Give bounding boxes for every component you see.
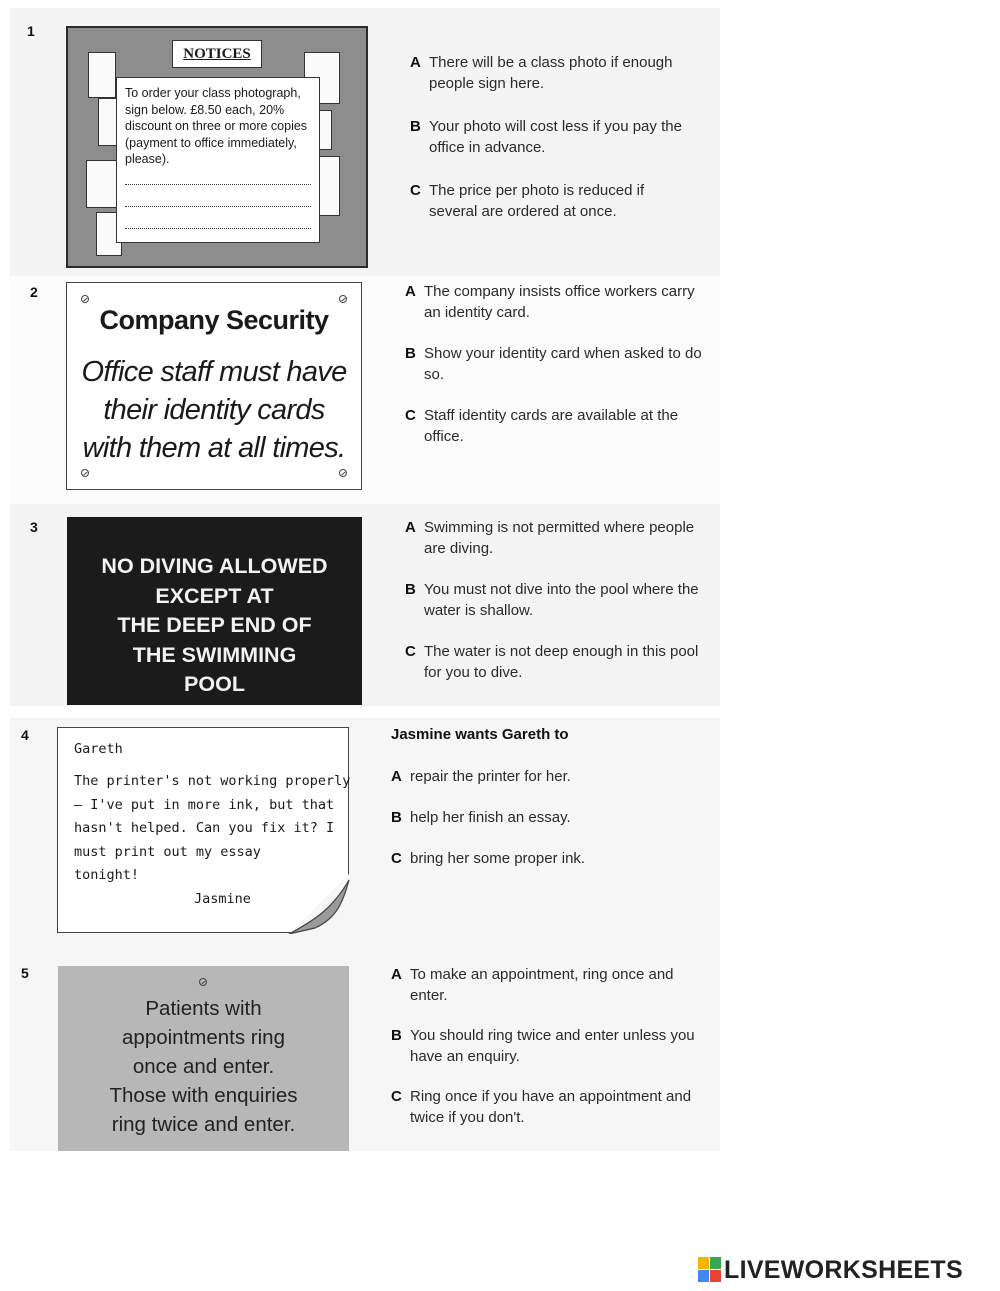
option-c[interactable]: C The water is not deep enough in this pool for you to dive. [405, 643, 699, 681]
pinned-paper [88, 52, 116, 98]
option-b[interactable]: B You must not dive into the pool where the water is shallow. [405, 581, 699, 619]
option-a[interactable]: A To make an appointment, ring once and enter. [391, 966, 674, 1004]
security-sign [66, 282, 362, 490]
note-recipient: Gareth [74, 741, 123, 757]
option-b[interactable]: B Show your identity card when asked to do so. [405, 345, 702, 383]
option-b[interactable]: B Your photo will cost less if you pay the office in advance. [410, 118, 682, 156]
option-c[interactable]: C The price per photo is reduced if several are ordered at once. [410, 182, 645, 220]
screw-icon [81, 469, 89, 477]
note-signature: Jasmine [194, 891, 251, 907]
option-b[interactable]: B help her finish an essay. [391, 809, 571, 826]
option-c[interactable]: C Staff identity cards are available at the office. [405, 407, 679, 445]
option-c[interactable]: C Ring once if you have an appointment and twice if you don't. [391, 1088, 692, 1126]
logo-text: LIVEWORKSHEETS [724, 1256, 963, 1284]
screw-icon [339, 295, 347, 303]
pinned-paper [86, 160, 118, 208]
question-number: 3 [30, 519, 38, 535]
option-a[interactable]: A There will be a class photo if enough people sign here. [410, 54, 673, 92]
question-number: 1 [27, 23, 35, 39]
photo-order-text: To order your class photograph, sign below. £8.50 each, 20% discount on three or more copies (payment to office immediately, please). [125, 86, 308, 166]
option-c[interactable]: C bring her some proper ink. [391, 850, 586, 867]
option-a[interactable]: A Swimming is not permitted where people are diving. [405, 519, 695, 557]
question-number: 5 [21, 965, 29, 981]
question-number: 2 [30, 284, 38, 300]
question-prompt: Jasmine wants Gareth to [391, 726, 569, 743]
option-a[interactable]: A The company insists office workers carry an identity card. [405, 283, 695, 321]
notice-board-title: NOTICES [172, 40, 262, 68]
question-number: 4 [21, 727, 29, 743]
signature-line [125, 228, 311, 229]
screw-icon [81, 295, 89, 303]
diving-sign: NO DIVING ALLOWED EXCEPT AT THE DEEP END OF THE SWIMMING POOL [67, 517, 362, 705]
photo-order-notice [116, 77, 320, 243]
signature-line [125, 206, 311, 207]
page-curl-icon [285, 868, 351, 934]
note-body: The printer's not working properly – I've put in more ink, but that hasn't helped. Can you fix it? I must print out my essay tonight! [74, 773, 351, 883]
sign-body: Office staff must have their identity cards with them at all times. [81, 356, 347, 464]
clinic-sign: Patients with appointments ring once and enter. Those with enquiries ring twice and enter. [58, 966, 349, 1151]
liveworksheets-logo-icon [698, 1257, 722, 1283]
option-b[interactable]: B You should ring twice and enter unless you have an enquiry. [391, 1027, 695, 1065]
sign-title: Company Security [99, 305, 329, 335]
signature-line [125, 184, 311, 185]
screw-icon [199, 978, 207, 986]
option-a[interactable]: A repair the printer for her. [391, 768, 571, 785]
screw-icon [339, 469, 347, 477]
